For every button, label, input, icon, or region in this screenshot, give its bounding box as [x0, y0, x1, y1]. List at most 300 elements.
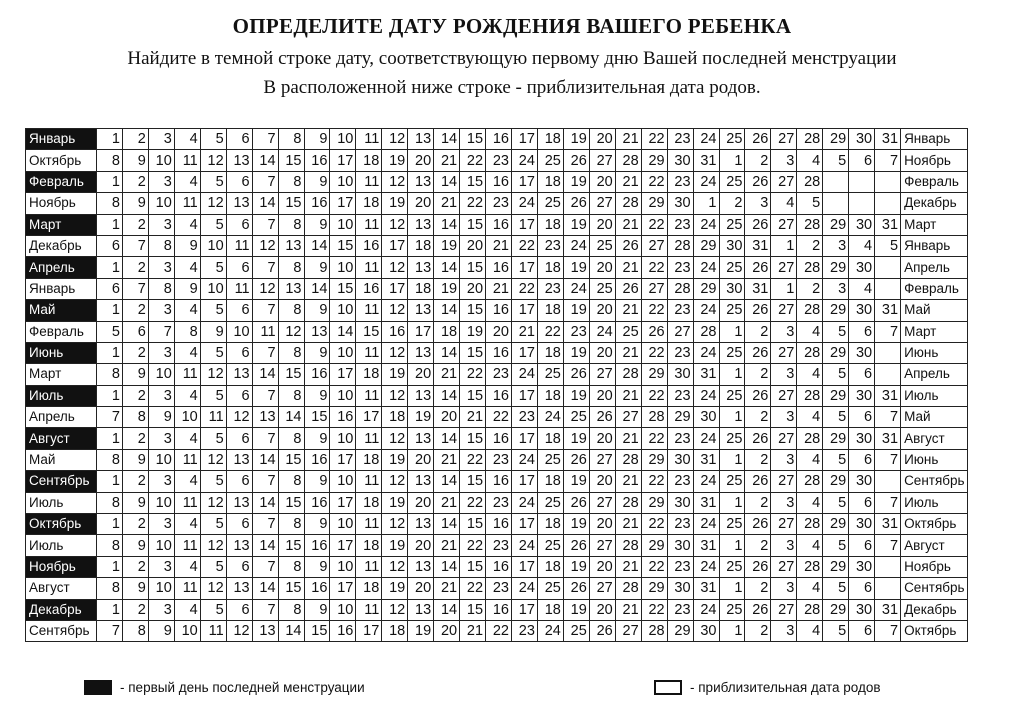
day-cell: 9 — [304, 214, 330, 235]
row-month-label: Март — [26, 364, 97, 385]
day-cell: 4 — [174, 300, 200, 321]
day-cell — [823, 193, 849, 214]
day-cell: 4 — [849, 278, 875, 299]
day-cell: 7 — [252, 171, 278, 192]
day-cell: 14 — [252, 193, 278, 214]
day-cell: 11 — [356, 556, 382, 577]
day-cell: 6 — [226, 471, 252, 492]
day-cell: 4 — [849, 235, 875, 256]
day-cell: 11 — [356, 129, 382, 150]
day-cell: 12 — [382, 171, 408, 192]
day-cell: 7 — [875, 449, 901, 470]
day-cell: 6 — [849, 449, 875, 470]
day-cell: 13 — [226, 492, 252, 513]
day-cell: 16 — [486, 300, 512, 321]
day-cell: 14 — [434, 257, 460, 278]
day-cell: 26 — [563, 578, 589, 599]
day-cell: 23 — [667, 471, 693, 492]
due-date-table — [25, 128, 968, 642]
day-cell: 6 — [97, 278, 123, 299]
day-cell: 26 — [589, 620, 615, 641]
day-cell: 5 — [200, 342, 226, 363]
day-cell: 10 — [330, 257, 356, 278]
period-row — [26, 385, 968, 406]
day-cell: 12 — [382, 428, 408, 449]
day-cell: 12 — [200, 492, 226, 513]
day-cell: 28 — [797, 214, 823, 235]
day-cell: 1 — [97, 471, 123, 492]
due-date-row — [26, 578, 968, 599]
day-cell: 20 — [589, 214, 615, 235]
day-cell — [875, 278, 901, 299]
day-cell: 8 — [97, 150, 123, 171]
row-target-month: Январь — [901, 235, 967, 256]
day-cell: 29 — [641, 492, 667, 513]
day-cell: 15 — [304, 407, 330, 428]
day-cell: 22 — [641, 514, 667, 535]
day-cell: 17 — [512, 129, 538, 150]
day-cell: 4 — [771, 193, 797, 214]
day-cell: 4 — [797, 321, 823, 342]
period-row — [26, 257, 968, 278]
day-cell: 5 — [823, 321, 849, 342]
day-cell: 27 — [771, 385, 797, 406]
day-cell: 5 — [200, 300, 226, 321]
day-cell: 23 — [486, 364, 512, 385]
day-cell: 29 — [693, 278, 719, 299]
day-cell: 21 — [434, 364, 460, 385]
day-cell: 5 — [797, 193, 823, 214]
day-cell: 8 — [278, 556, 304, 577]
day-cell: 23 — [667, 385, 693, 406]
day-cell: 7 — [252, 214, 278, 235]
day-cell: 20 — [589, 257, 615, 278]
day-cell: 15 — [278, 535, 304, 556]
day-cell: 1 — [719, 620, 745, 641]
day-cell: 6 — [849, 492, 875, 513]
day-cell: 24 — [512, 193, 538, 214]
day-cell: 10 — [330, 599, 356, 620]
day-cell: 9 — [122, 449, 148, 470]
day-cell: 5 — [200, 556, 226, 577]
day-cell: 1 — [97, 257, 123, 278]
day-cell: 20 — [408, 578, 434, 599]
day-cell: 24 — [512, 449, 538, 470]
day-cell: 26 — [615, 235, 641, 256]
day-cell: 25 — [589, 278, 615, 299]
day-cell: 1 — [97, 129, 123, 150]
due-date-row — [26, 449, 968, 470]
day-cell: 22 — [460, 492, 486, 513]
row-target-month: Октябрь — [901, 620, 967, 641]
day-cell: 22 — [641, 471, 667, 492]
day-cell: 7 — [252, 428, 278, 449]
day-cell: 18 — [537, 471, 563, 492]
row-month-label: Апрель — [26, 407, 97, 428]
day-cell: 11 — [356, 385, 382, 406]
day-cell: 9 — [122, 193, 148, 214]
day-cell: 1 — [97, 300, 123, 321]
day-cell: 18 — [356, 449, 382, 470]
day-cell: 24 — [512, 535, 538, 556]
row-target-month: Март — [901, 214, 967, 235]
day-cell: 22 — [460, 364, 486, 385]
day-cell: 28 — [615, 364, 641, 385]
day-cell: 21 — [615, 171, 641, 192]
day-cell: 1 — [97, 214, 123, 235]
day-cell: 9 — [304, 171, 330, 192]
day-cell: 12 — [200, 150, 226, 171]
day-cell: 29 — [823, 214, 849, 235]
day-cell: 10 — [330, 514, 356, 535]
row-target-month: Ноябрь — [901, 556, 967, 577]
day-cell: 15 — [460, 171, 486, 192]
day-cell: 25 — [537, 193, 563, 214]
day-cell: 18 — [537, 300, 563, 321]
day-cell: 5 — [823, 578, 849, 599]
day-cell: 19 — [460, 321, 486, 342]
row-target-month: Май — [901, 407, 967, 428]
day-cell: 18 — [356, 150, 382, 171]
day-cell: 28 — [797, 556, 823, 577]
day-cell: 24 — [512, 364, 538, 385]
day-cell: 10 — [226, 321, 252, 342]
day-cell: 23 — [667, 556, 693, 577]
day-cell: 20 — [589, 129, 615, 150]
day-cell — [875, 193, 901, 214]
day-cell: 27 — [771, 171, 797, 192]
day-cell: 25 — [719, 342, 745, 363]
day-cell: 21 — [434, 578, 460, 599]
day-cell: 15 — [460, 385, 486, 406]
day-cell: 12 — [382, 214, 408, 235]
day-cell: 30 — [849, 514, 875, 535]
day-cell: 3 — [148, 514, 174, 535]
day-cell: 20 — [408, 535, 434, 556]
day-cell: 21 — [615, 129, 641, 150]
day-cell: 8 — [278, 599, 304, 620]
day-cell: 24 — [537, 620, 563, 641]
day-cell: 5 — [823, 364, 849, 385]
day-cell: 4 — [797, 535, 823, 556]
day-cell: 19 — [563, 342, 589, 363]
day-cell: 16 — [304, 150, 330, 171]
day-cell: 31 — [693, 492, 719, 513]
day-cell: 14 — [434, 385, 460, 406]
day-cell: 20 — [460, 278, 486, 299]
dark-swatch — [84, 680, 112, 695]
day-cell: 3 — [148, 214, 174, 235]
day-cell: 21 — [434, 150, 460, 171]
day-cell: 16 — [304, 578, 330, 599]
day-cell: 10 — [330, 171, 356, 192]
day-cell: 18 — [537, 257, 563, 278]
day-cell: 7 — [252, 342, 278, 363]
day-cell: 14 — [434, 514, 460, 535]
day-cell: 30 — [667, 150, 693, 171]
light-swatch — [654, 680, 682, 695]
day-cell: 4 — [797, 407, 823, 428]
day-cell: 23 — [486, 193, 512, 214]
day-cell: 9 — [122, 578, 148, 599]
day-cell: 13 — [252, 407, 278, 428]
day-cell: 30 — [667, 449, 693, 470]
day-cell: 29 — [823, 342, 849, 363]
day-cell: 8 — [278, 342, 304, 363]
day-cell: 5 — [200, 514, 226, 535]
day-cell: 7 — [875, 620, 901, 641]
day-cell: 5 — [823, 492, 849, 513]
day-cell: 21 — [615, 342, 641, 363]
day-cell: 12 — [278, 321, 304, 342]
day-cell: 20 — [589, 342, 615, 363]
day-cell: 18 — [434, 321, 460, 342]
day-cell: 19 — [563, 471, 589, 492]
day-cell: 16 — [486, 514, 512, 535]
day-cell: 3 — [771, 492, 797, 513]
row-target-month: Август — [901, 535, 967, 556]
day-cell: 22 — [641, 214, 667, 235]
day-cell: 23 — [512, 620, 538, 641]
day-cell: 2 — [745, 620, 771, 641]
day-cell: 17 — [512, 428, 538, 449]
day-cell: 5 — [200, 257, 226, 278]
day-cell: 2 — [122, 171, 148, 192]
day-cell: 21 — [615, 514, 641, 535]
day-cell: 7 — [252, 471, 278, 492]
period-row — [26, 599, 968, 620]
day-cell: 8 — [278, 129, 304, 150]
day-cell: 2 — [745, 364, 771, 385]
day-cell: 11 — [356, 214, 382, 235]
day-cell: 3 — [771, 535, 797, 556]
instruction-line-1: Найдите в темной строке дату, соответствующую первому дню Вашей последней менструации — [127, 48, 897, 69]
day-cell: 22 — [512, 278, 538, 299]
day-cell: 2 — [745, 321, 771, 342]
day-cell: 2 — [122, 214, 148, 235]
day-cell: 23 — [537, 278, 563, 299]
day-cell: 15 — [278, 150, 304, 171]
day-cell: 3 — [745, 193, 771, 214]
day-cell: 10 — [148, 364, 174, 385]
day-cell: 27 — [771, 300, 797, 321]
due-date-row — [26, 535, 968, 556]
day-cell — [849, 193, 875, 214]
due-date-row — [26, 364, 968, 385]
day-cell: 17 — [330, 364, 356, 385]
day-cell: 25 — [719, 385, 745, 406]
day-cell: 18 — [537, 599, 563, 620]
day-cell: 22 — [641, 428, 667, 449]
day-cell: 13 — [226, 364, 252, 385]
day-cell: 27 — [589, 449, 615, 470]
day-cell: 22 — [537, 321, 563, 342]
day-cell: 27 — [589, 150, 615, 171]
day-cell: 29 — [641, 578, 667, 599]
day-cell: 24 — [693, 171, 719, 192]
day-cell: 3 — [148, 300, 174, 321]
day-cell: 20 — [408, 193, 434, 214]
day-cell: 18 — [537, 556, 563, 577]
row-month-label: Май — [26, 449, 97, 470]
day-cell: 29 — [823, 599, 849, 620]
day-cell: 4 — [174, 599, 200, 620]
day-cell: 14 — [434, 428, 460, 449]
day-cell: 20 — [589, 300, 615, 321]
day-cell: 23 — [667, 257, 693, 278]
day-cell: 22 — [641, 385, 667, 406]
day-cell: 22 — [641, 257, 667, 278]
day-cell: 21 — [615, 471, 641, 492]
day-cell: 8 — [278, 171, 304, 192]
day-cell: 14 — [304, 278, 330, 299]
day-cell: 26 — [745, 556, 771, 577]
day-cell: 20 — [408, 364, 434, 385]
day-cell: 28 — [615, 150, 641, 171]
day-cell: 3 — [771, 578, 797, 599]
day-cell: 9 — [122, 150, 148, 171]
day-cell: 20 — [434, 407, 460, 428]
day-cell: 1 — [97, 342, 123, 363]
row-target-month: Июль — [901, 385, 967, 406]
day-cell: 2 — [797, 278, 823, 299]
day-cell: 23 — [486, 150, 512, 171]
period-row — [26, 214, 968, 235]
day-cell: 17 — [512, 556, 538, 577]
day-cell: 14 — [434, 556, 460, 577]
day-cell: 29 — [823, 129, 849, 150]
day-cell: 31 — [875, 599, 901, 620]
day-cell: 27 — [771, 514, 797, 535]
day-cell: 18 — [537, 171, 563, 192]
day-cell: 2 — [122, 514, 148, 535]
day-cell: 13 — [408, 342, 434, 363]
day-cell: 26 — [745, 300, 771, 321]
day-cell: 27 — [771, 471, 797, 492]
due-date-row — [26, 235, 968, 256]
day-cell: 31 — [875, 428, 901, 449]
day-cell: 1 — [693, 193, 719, 214]
day-cell: 13 — [278, 235, 304, 256]
day-cell: 20 — [589, 599, 615, 620]
day-cell: 23 — [667, 171, 693, 192]
day-cell: 2 — [797, 235, 823, 256]
day-cell: 2 — [122, 556, 148, 577]
day-cell: 21 — [486, 235, 512, 256]
day-cell: 21 — [512, 321, 538, 342]
day-cell: 7 — [122, 278, 148, 299]
day-cell: 16 — [486, 171, 512, 192]
day-cell: 11 — [174, 492, 200, 513]
day-cell: 26 — [745, 129, 771, 150]
day-cell: 21 — [434, 535, 460, 556]
day-cell: 14 — [278, 620, 304, 641]
day-cell: 8 — [97, 535, 123, 556]
day-cell: 22 — [641, 556, 667, 577]
day-cell: 23 — [667, 514, 693, 535]
row-month-label: Декабрь — [26, 235, 97, 256]
day-cell: 2 — [122, 257, 148, 278]
day-cell: 22 — [641, 171, 667, 192]
day-cell: 27 — [771, 214, 797, 235]
day-cell: 6 — [226, 385, 252, 406]
day-cell: 6 — [226, 300, 252, 321]
day-cell: 1 — [97, 385, 123, 406]
day-cell: 13 — [408, 556, 434, 577]
day-cell: 11 — [174, 150, 200, 171]
day-cell: 17 — [382, 278, 408, 299]
legend-dark — [84, 680, 365, 695]
day-cell: 23 — [667, 300, 693, 321]
day-cell: 4 — [174, 257, 200, 278]
day-cell: 28 — [797, 471, 823, 492]
day-cell: 31 — [875, 300, 901, 321]
day-cell: 7 — [875, 492, 901, 513]
day-cell: 18 — [537, 385, 563, 406]
day-cell: 2 — [745, 492, 771, 513]
day-cell: 9 — [174, 278, 200, 299]
day-cell: 8 — [278, 300, 304, 321]
day-cell: 1 — [771, 278, 797, 299]
day-cell: 28 — [797, 599, 823, 620]
day-cell: 7 — [97, 620, 123, 641]
day-cell: 9 — [122, 492, 148, 513]
day-cell: 1 — [97, 599, 123, 620]
day-cell: 15 — [278, 364, 304, 385]
day-cell: 6 — [849, 620, 875, 641]
day-cell: 27 — [771, 556, 797, 577]
day-cell: 7 — [252, 599, 278, 620]
day-cell: 16 — [486, 599, 512, 620]
day-cell: 19 — [382, 449, 408, 470]
day-cell: 19 — [434, 235, 460, 256]
day-cell: 11 — [174, 535, 200, 556]
day-cell: 29 — [823, 428, 849, 449]
day-cell: 1 — [719, 449, 745, 470]
day-cell: 29 — [641, 364, 667, 385]
day-cell: 27 — [589, 193, 615, 214]
day-cell: 15 — [356, 321, 382, 342]
row-month-label: Сентябрь — [26, 620, 97, 641]
day-cell: 30 — [693, 407, 719, 428]
day-cell: 25 — [563, 620, 589, 641]
row-month-label: Июль — [26, 492, 97, 513]
period-row — [26, 300, 968, 321]
day-cell: 24 — [512, 578, 538, 599]
day-cell: 19 — [563, 257, 589, 278]
day-cell: 28 — [797, 514, 823, 535]
day-cell: 17 — [512, 257, 538, 278]
day-cell: 1 — [719, 535, 745, 556]
day-cell: 27 — [641, 278, 667, 299]
day-cell: 16 — [486, 428, 512, 449]
row-target-month: Апрель — [901, 257, 967, 278]
day-cell — [875, 171, 901, 192]
day-cell: 28 — [641, 620, 667, 641]
day-cell: 4 — [174, 471, 200, 492]
day-cell: 11 — [200, 620, 226, 641]
day-cell: 28 — [615, 492, 641, 513]
day-cell: 12 — [382, 599, 408, 620]
day-cell: 8 — [97, 193, 123, 214]
day-cell: 2 — [122, 385, 148, 406]
day-cell: 15 — [460, 514, 486, 535]
day-cell: 26 — [745, 599, 771, 620]
day-cell: 11 — [356, 514, 382, 535]
day-cell: 16 — [304, 193, 330, 214]
day-cell — [875, 556, 901, 577]
day-cell: 29 — [667, 407, 693, 428]
